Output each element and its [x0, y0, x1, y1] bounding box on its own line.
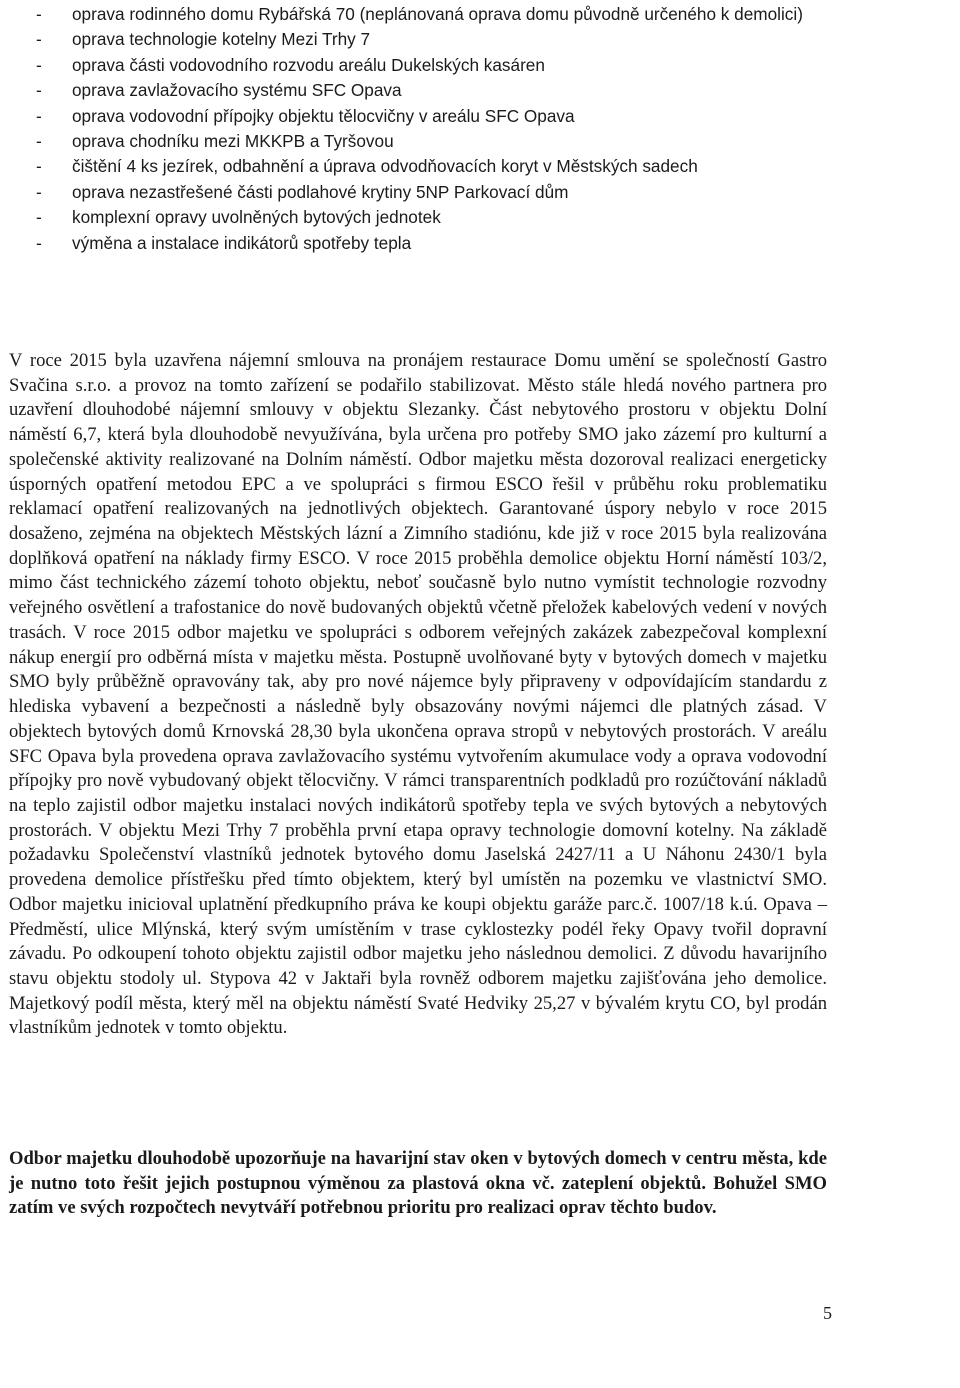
bullet-dash: -	[36, 207, 42, 228]
list-item-text: čištění 4 ks jezírek, odbahnění a úprava odvodňovacích koryt v Městských sadech	[72, 156, 698, 177]
list-item	[36, 180, 836, 205]
list-item-text: oprava technologie kotelny Mezi Trhy 7	[72, 29, 371, 50]
list-item-text: výměna a instalace indikátorů spotřeby tepla	[72, 232, 412, 253]
list-item	[36, 2, 836, 27]
bullet-dash: -	[36, 131, 42, 152]
list-item	[36, 129, 836, 154]
list-item	[36, 78, 836, 103]
bullet-dash: -	[36, 4, 42, 24]
bullet-dash: -	[36, 232, 42, 253]
body-paragraph: V roce 2015 byla uzavřena nájemní smlouva na pronájem restaurace Domu umění se společností Gastro Svačina s.r.o. a provoz na tomto zařízení se podařilo stabilizovat. Město stále hledá nového partnera pro uzavření dlouhodobé nájemní smlouvy v objektu Slezanky. Část nebytového prostoru v objektu Dolní náměstí 6,7, která byla dlouhodobě nevyužívána, byla určena pro potřeby SMO jako zázemí pro kulturní a společenské aktivity realizované na Dolním náměstí. Odbor majetku města dozoroval realizaci energeticky úsporných opatření metodou EPC a ve spolupráci s firmou ESCO řešil v průběhu roku problematiku reklamací opatření realizovaných na jednotlivých objektech. Garantované úspory nebylo v roce 2015 dosaženo, zejména na objektech Městských lázní a Zimního stadiónu, kde již v roce 2015 byla realizována doplňková opatření na náklady firmy ESCO. V roce 2015 proběhla demolice objektu Horní náměstí 103/2, mimo část technického zázemí tohoto objektu, neboť současně bylo nutno vymístit technologie rozvodny veřejného osvětlení a trafostanice do nově budovaných objektů včetně přeložek kabelových vedení v nových trasách. V roce 2015 odbor majetku ve spolupráci s odborem veřejných zakázek zabezpečoval komplexní nákup energií pro odběrná místa v majetku města. Postupně uvolňované byty v bytových domech v majetku SMO byly průběžně opravovány tak, aby pro nové nájemce byly připraveny v odpovídajícím standardu z hlediska vybavení a bezpečnosti a následně byly obsazovány novými nájemci dle platných zásad. V objektech bytových domů Krnovská 28,30 byla ukončena oprava stropů v nebytových prostorách. V areálu SFC Opava byla provedena oprava zavlažovacího systému vytvořením akumulace vody a oprava vodovodní přípojky pro nově vybudovaný objekt tělocvičny. V rámci transparentních podkladů pro rozúčtování nákladů na teplo zajistil odbor majetku instalaci nových indikátorů spotřeby tepla ve svých bytových a nebytových prostorách. V objektu Mezi Trhy 7 proběhla první etapa opravy technologie domovní kotelny. Na základě požadavku Společenství vlastníků jednotek bytového domu Jaselská 2427/11 a U Náhonu 2430/1 byla provedena demolice přístřešku před tímto objektem, který byl umístěn na pozemku ve vlastnictví SMO. Odbor majetku inicioval uplatnění předkupního práva ke koupi objektu garáže parc.č. 1007/18 k.ú. Opava – Předměstí, ulice Mlýnská, který svým umístěním v trase cyklostezky podél řeky Opavy tvořil dopravní závadu. Po odkoupení tohoto objektu zajistil odbor majetku jeho následnou demolici. Z důvodu havarijního stavu objektu stodoly ul. Stypova 42 v Jaktaři byla rovněž odborem majetku zajišťována jeho demolice. Majetkový podíl města, který měl na objektu náměstí Svaté Hedviky 25,27 v bývalém krytu CO, byl prodán vlastníkům jednotek v tomto objektu.	[9, 350, 827, 1039]
bullet-dash: -	[36, 105, 42, 126]
bullet-dash: -	[36, 29, 42, 50]
list-item	[36, 53, 836, 78]
bullet-dash: -	[36, 54, 42, 75]
list-item	[36, 154, 836, 179]
bullet-dash: -	[36, 80, 42, 101]
page-number: 5	[823, 1303, 832, 1323]
list-item	[36, 27, 836, 52]
list-item-text: oprava zavlažovacího systému SFC Opava	[72, 80, 402, 101]
list-item-text: oprava chodníku mezi MKKPB a Tyršovou	[72, 131, 394, 152]
list-item-text: oprava vodovodní přípojky objektu tělocvičny v areálu SFC Opava	[72, 105, 575, 126]
repairs-list	[36, 2, 836, 256]
bullet-dash: -	[36, 156, 42, 177]
list-item-text: oprava části vodovodního rozvodu areálu Dukelských kasáren	[72, 54, 545, 75]
bullet-dash: -	[36, 181, 42, 202]
list-item	[36, 104, 836, 129]
list-item	[36, 205, 836, 230]
list-item-text: komplexní opravy uvolněných bytových jednotek	[72, 207, 441, 228]
list-item	[36, 231, 836, 256]
list-item-text: oprava rodinného domu Rybářská 70 (neplánovaná oprava domu původně určeného k demolici)	[72, 4, 803, 24]
warning-paragraph: Odbor majetku dlouhodobě upozorňuje na havarijní stav oken v bytových domech v centru města, kde je nutno toto řešit jejich postupnou výměnou za plastová okna vč. zateplení objektů. Bohužel SMO zatím ve svých rozpočtech nevytváří potřebnou prioritu pro realizaci oprav těchto budov.	[9, 1148, 827, 1219]
list-item-text: oprava nezastřešené části podlahové krytiny 5NP Parkovací dům	[72, 181, 569, 202]
